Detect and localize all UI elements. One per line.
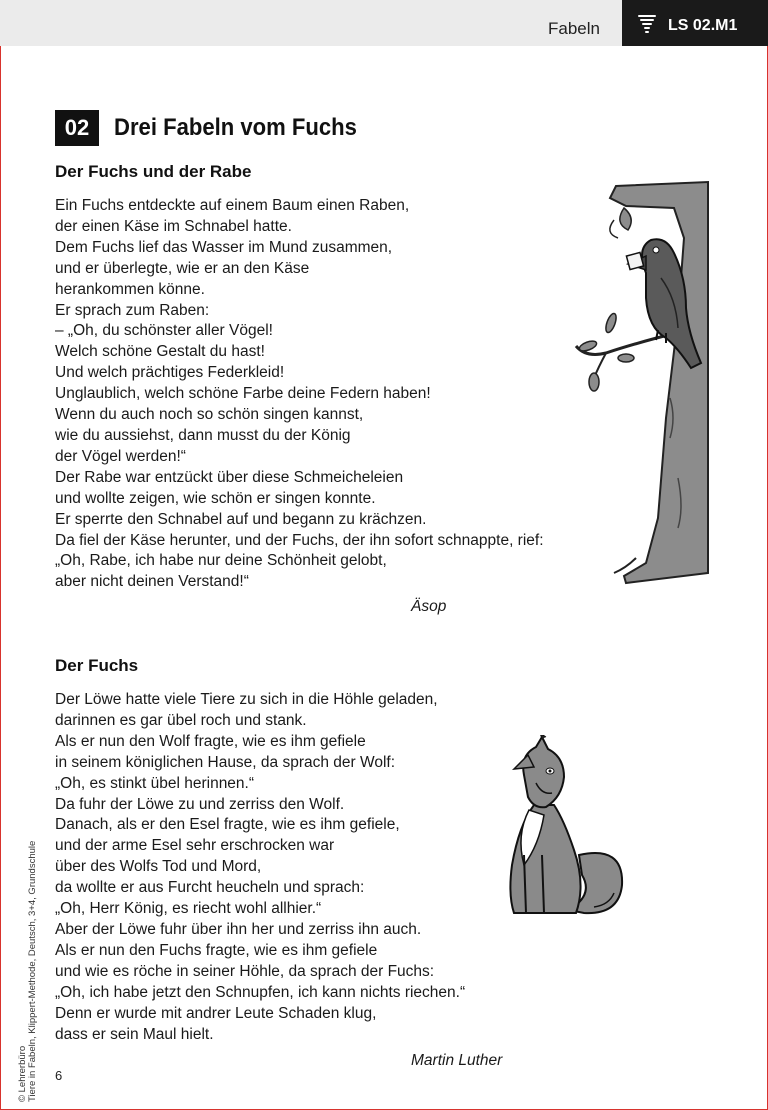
text-line: Ein Fuchs entdeckte auf einem Baum einen Raben,	[55, 197, 410, 214]
page-title: Drei Fabeln vom Fuchs	[114, 114, 357, 141]
text-line: Dem Fuchs lief das Wasser im Mund zusammen,	[55, 238, 393, 256]
text-line: über des Wolfs Tod und Mord,	[55, 858, 262, 876]
text-line: und wie es röche in seiner Höhle, da sprach der Fuchs:	[55, 962, 435, 980]
page-header	[0, 0, 768, 46]
text-line: Danach, als er den Esel fragte, wie es ihm gefiele,	[55, 816, 400, 834]
fable-author: Martin Luther	[411, 1052, 503, 1069]
text-line: Da fuhr der Löwe zu und zerriss den Wolf.	[55, 795, 345, 813]
text-line: dass er sein Maul hielt.	[55, 1025, 214, 1043]
worksheet-code: LS 02.M1	[668, 17, 738, 34]
text-line: „Oh, Rabe, ich habe nur deine Schönheit gelobt,	[55, 552, 387, 570]
text-line: „Oh, ich habe jetzt den Schnupfen, ich kann nichts riechen.“	[55, 983, 466, 1001]
text-line: Der Rabe war entzückt über diese Schmeicheleien	[55, 468, 404, 486]
text-line: Denn er wurde mit andrer Leute Schaden klug,	[55, 1004, 377, 1022]
text-line: Unglaublich, welch schöne Farbe deine Federn haben!	[55, 385, 431, 403]
tornado-icon	[636, 12, 658, 34]
text-line: – „Oh, du schönster aller Vögel!	[55, 322, 273, 340]
side-note-source: Tiere in Fabeln, Klippert-Methode, Deutsch, 3+4, Grundschule	[27, 840, 38, 1102]
text-line: Wenn du auch noch so schön singen kannst,	[55, 406, 364, 424]
worksheet-code-badge	[622, 0, 768, 46]
section-number: 02	[55, 110, 99, 146]
text-line: Und welch prächtiges Federkleid!	[55, 364, 285, 382]
text-line: der Vögel werden!“	[55, 447, 186, 465]
crow-on-tree-illustration	[566, 178, 716, 588]
text-line: Er sprach zum Raben:	[55, 301, 210, 319]
text-line: Der Löwe hatte viele Tiere zu sich in die Höhle geladen,	[55, 691, 438, 708]
text-line: Aber der Löwe fuhr über ihn her und zerriss ihn auch.	[55, 920, 422, 938]
text-line: Als er nun den Fuchs fragte, wie es ihm gefiele	[55, 941, 378, 959]
text-line: darinnen es gar übel roch und stank.	[55, 711, 307, 729]
text-line: „Oh, Herr König, es riecht wohl allhier.“	[55, 900, 322, 918]
text-line: wie du aussiehst, dann musst du der König	[55, 426, 351, 444]
side-note-copyright: © Lehrerbüro	[17, 1045, 28, 1102]
text-line: Da fiel der Käse herunter, und der Fuchs, der ihn sofort schnappte, rief:	[55, 531, 544, 549]
text-line: und der arme Esel sehr erschrocken war	[55, 837, 335, 855]
text-line: Als er nun den Wolf fragte, wie es ihm gefiele	[55, 732, 366, 750]
text-line: da wollte er aus Furcht heucheln und sprach:	[55, 879, 365, 897]
text-line: in seinem königlichen Hause, da sprach der Wolf:	[55, 753, 396, 771]
fable-author: Äsop	[411, 598, 447, 615]
text-line: „Oh, es stinkt übel herinnen.“	[55, 774, 255, 792]
page-number: 6	[55, 1068, 63, 1083]
text-line: der einen Käse im Schnabel hatte.	[55, 217, 292, 235]
text-line: Er sperrte den Schnabel auf und begann zu krächzen.	[55, 510, 427, 528]
text-line: aber nicht deinen Verstand!“	[55, 573, 249, 591]
text-line: und wollte zeigen, wie schön er singen konnte.	[55, 489, 376, 507]
fable-text	[55, 196, 575, 593]
text-line: Welch schöne Gestalt du hast!	[55, 343, 265, 361]
text-line: herankommen könne.	[55, 280, 205, 298]
header-title: Fabeln	[548, 19, 600, 38]
fable-heading: Der Fuchs und der Rabe	[55, 162, 252, 181]
fable-heading: Der Fuchs	[55, 656, 139, 675]
text-line: und er überlegte, wie er an den Käse	[55, 259, 310, 277]
copyright-side-note	[17, 812, 46, 1102]
sitting-fox-illustration	[484, 735, 629, 920]
